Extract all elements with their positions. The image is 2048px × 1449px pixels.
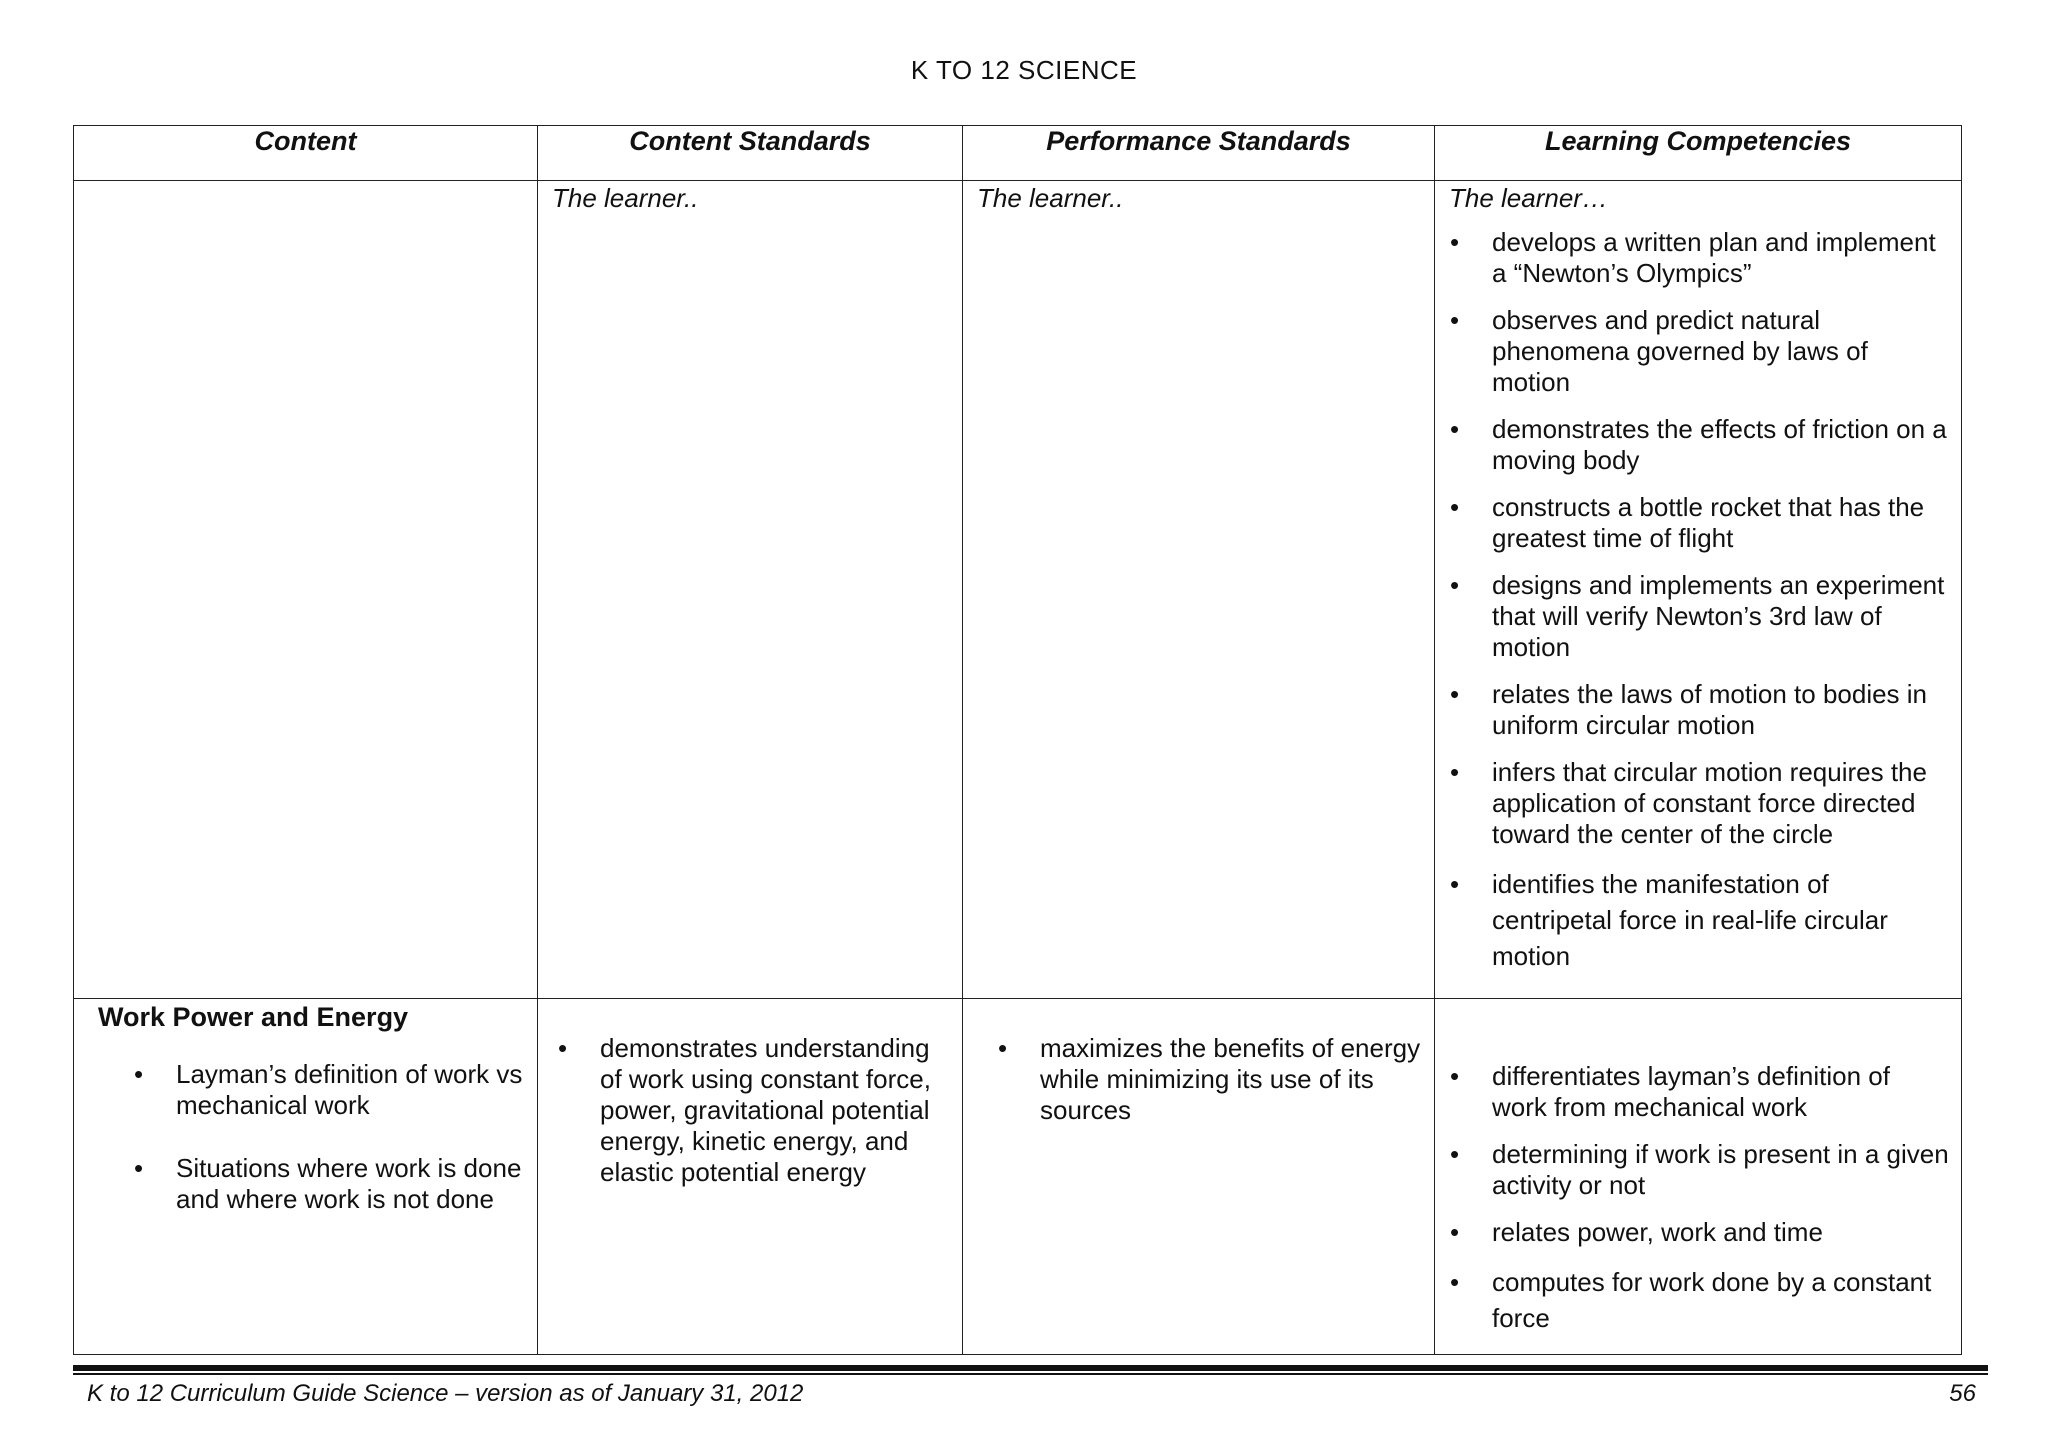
column-header-learning-competencies: Learning Competencies [1435, 126, 1962, 181]
list-item: • relates power, work and time [1492, 1217, 1951, 1248]
learning-competencies-cell [1435, 181, 1962, 999]
content-standards-cell [538, 181, 963, 999]
footer-version-note: K to 12 Curriculum Guide Science – version as of January 31, 2012 [87, 1380, 804, 1407]
content-cell-empty [74, 181, 538, 999]
list-item: • infers that circular motion requires the application of constant force directed toward the center of the circle [1492, 757, 1951, 850]
content-title: Work Power and Energy [98, 1002, 409, 1032]
list-item: • computes for work done by a constant force [1492, 1264, 1951, 1336]
list-item: • develops a written plan and implement a “Newton’s Olympics” [1492, 227, 1951, 289]
content-list [74, 1059, 537, 1215]
learner-intro: The learner.. [552, 183, 699, 213]
page-number: 56 [1949, 1380, 1976, 1407]
performance-standards-cell [963, 181, 1435, 999]
list-item: • constructs a bottle rocket that has the greatest time of flight [1492, 492, 1951, 554]
list-item: • designs and implements an experiment that will verify Newton’s 3rd law of motion [1492, 570, 1951, 663]
content-cell [74, 999, 538, 1355]
column-header-content-standards: Content Standards [538, 126, 963, 181]
list-item: • demonstrates the effects of friction on a moving body [1492, 414, 1951, 476]
learner-intro: The learner.. [977, 183, 1124, 213]
content-standards-cell [538, 999, 963, 1355]
list-item: • maximizes the benefits of energy while minimizing its use of its sources [1040, 1033, 1428, 1126]
list-item: • relates the laws of motion to bodies in uniform circular motion [1492, 679, 1951, 741]
list-item: • differentiates layman’s definition of work from mechanical work [1492, 1061, 1951, 1123]
list-item: • Situations where work is done and where work is not done [176, 1153, 525, 1215]
list-item: • determining if work is present in a given activity or not [1492, 1139, 1951, 1201]
column-header-performance-standards: Performance Standards [963, 126, 1435, 181]
footer-rule [73, 1365, 1988, 1371]
table-row [74, 999, 1962, 1355]
curriculum-table [73, 125, 1962, 1355]
list-item: • demonstrates understanding of work using constant force, power, gravitational potential energy, kinetic energy, and elastic potential energy [600, 1033, 956, 1188]
list-item: • Layman’s definition of work vs mechanical work [176, 1059, 525, 1121]
table-header-row [74, 126, 1962, 181]
performance-standards-list [963, 1033, 1434, 1126]
footer-rule [73, 1373, 1988, 1375]
content-standards-list [538, 1033, 962, 1188]
column-header-content: Content [74, 126, 538, 181]
learning-competencies-cell [1435, 999, 1962, 1355]
learner-intro: The learner… [1449, 183, 1608, 213]
competency-list [1435, 227, 1961, 974]
performance-standards-cell [963, 999, 1435, 1355]
table-row [74, 181, 1962, 999]
page-header: K TO 12 SCIENCE [910, 55, 1138, 85]
competency-list [1435, 1061, 1961, 1336]
list-item: • identifies the manifestation of centripetal force in real-life circular motion [1492, 866, 1951, 974]
list-item: • observes and predict natural phenomena governed by laws of motion [1492, 305, 1951, 398]
